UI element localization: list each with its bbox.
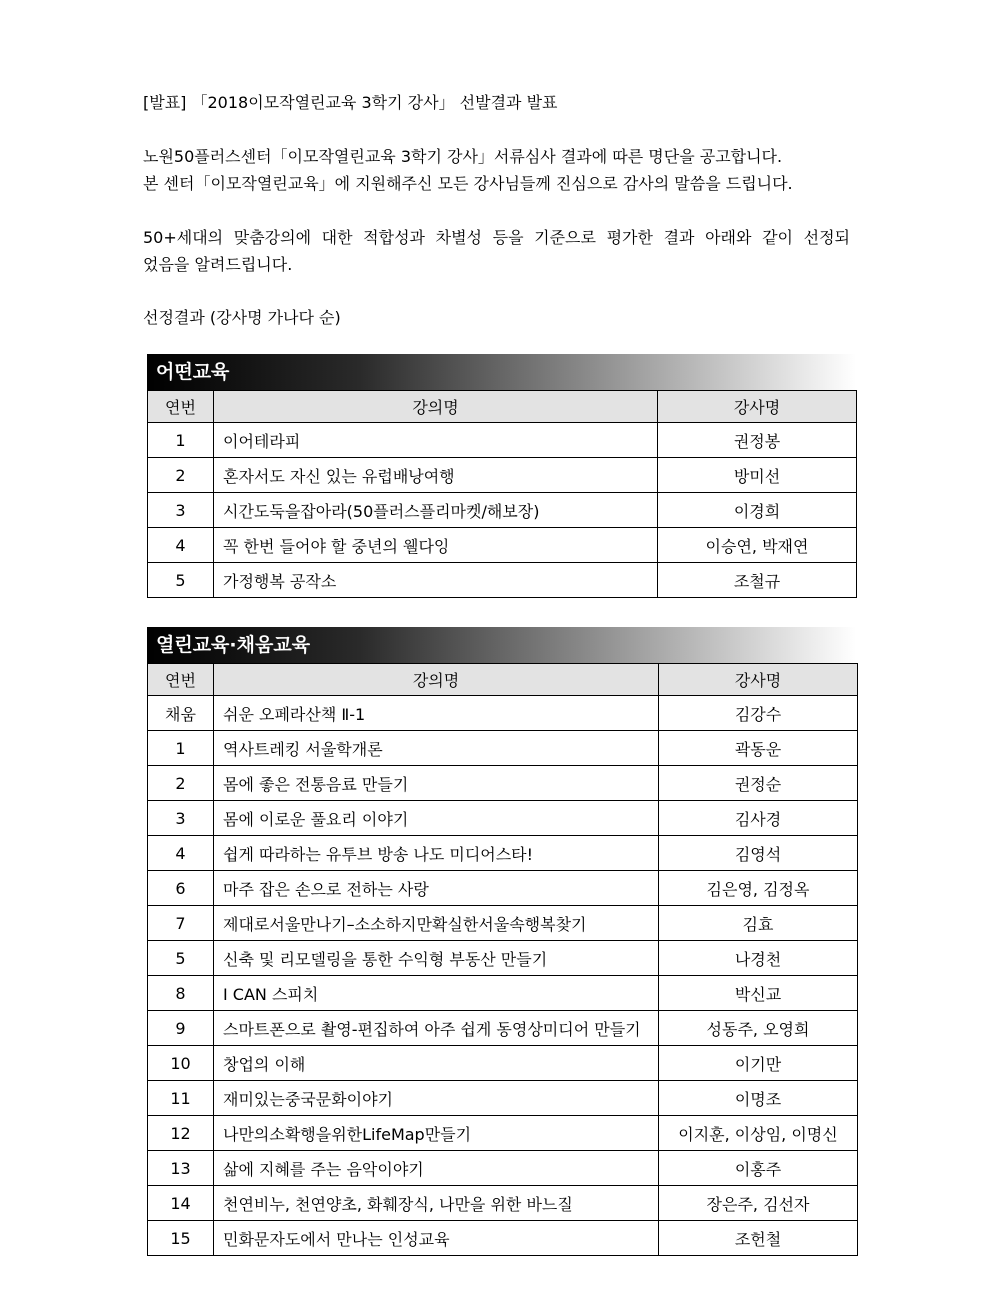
column-header-instructor: 강사명 [659, 664, 858, 696]
table-row [148, 493, 857, 528]
section-yeollin-chaeum [147, 627, 858, 1256]
instructor-cell: 이경희 [658, 493, 857, 528]
table-row [148, 836, 858, 871]
table-row [148, 1151, 858, 1186]
table-row [148, 731, 858, 766]
instructor-cell: 김강수 [659, 696, 858, 731]
criteria-line-2: 었음을 알려드립니다. [143, 255, 293, 274]
table-header-row [148, 664, 858, 696]
row-number-cell: 1 [148, 731, 214, 766]
row-number-cell: 3 [148, 801, 214, 836]
instructor-cell: 김효 [659, 906, 858, 941]
table-body [148, 696, 858, 1256]
section-eotteon [147, 354, 857, 598]
lecture-name-cell: 삶에 지혜를 주는 음악이야기 [214, 1151, 659, 1186]
table-row [148, 423, 857, 458]
lecture-name-cell: 민화문자도에서 만나는 인성교육 [214, 1221, 659, 1256]
table-row [148, 766, 858, 801]
instructor-cell: 나경천 [659, 941, 858, 976]
row-number-cell: 1 [148, 423, 214, 458]
lecture-name-cell: 창업의 이해 [214, 1046, 659, 1081]
row-number-cell: 9 [148, 1011, 214, 1046]
instructor-cell: 이승연, 박재연 [658, 528, 857, 563]
criteria-line-1: 50+세대의 맞춤강의에 대한 적합성과 차별성 등을 기준으로 평가한 결과 아래와 같이 선정되 [143, 228, 850, 247]
lecture-name-cell: I CAN 스피치 [214, 976, 659, 1011]
row-number-cell: 4 [148, 836, 214, 871]
column-header-instructor: 강사명 [658, 391, 857, 423]
column-header-number: 연번 [148, 664, 214, 696]
section-title: 열린교육·채움교육 [147, 627, 856, 663]
lecture-name-cell: 마주 잡은 손으로 전하는 사랑 [214, 871, 659, 906]
lecture-name-cell: 몸에 이로운 풀요리 이야기 [214, 801, 659, 836]
announcement-title: [발표] 「2018이모작열린교육 3학기 강사」 선발결과 발표 [143, 93, 558, 112]
row-number-cell: 5 [148, 941, 214, 976]
instructor-cell: 조헌철 [659, 1221, 858, 1256]
table-row [148, 871, 858, 906]
lecture-name-cell: 몸에 좋은 전통음료 만들기 [214, 766, 659, 801]
lecture-table [147, 663, 858, 1256]
table-row [148, 906, 858, 941]
lecture-name-cell: 쉽게 따라하는 유투브 방송 나도 미디어스타! [214, 836, 659, 871]
lecture-name-cell: 쉬운 오페라산책 Ⅱ-1 [214, 696, 659, 731]
lecture-name-cell: 스마트폰으로 촬영-편집하여 아주 쉽게 동영상미디어 만들기 [214, 1011, 659, 1046]
table-body [148, 423, 857, 598]
table-row [148, 458, 857, 493]
lecture-name-cell: 천연비누, 천연양초, 화훼장식, 나만을 위한 바느질 [214, 1186, 659, 1221]
intro-line-1: 노원50플러스센터「이모작열린교육 3학기 강사」서류심사 결과에 따른 명단을 공고합니다. [143, 147, 783, 166]
row-number-cell: 14 [148, 1186, 214, 1221]
row-number-cell: 7 [148, 906, 214, 941]
row-number-cell: 2 [148, 766, 214, 801]
instructor-cell: 권정순 [659, 766, 858, 801]
table-row [148, 1116, 858, 1151]
table-row [148, 976, 858, 1011]
instructor-cell: 이지훈, 이상임, 이명신 [659, 1116, 858, 1151]
instructor-cell: 곽동운 [659, 731, 858, 766]
result-heading: 선정결과 (강사명 가나다 순) [143, 308, 341, 327]
row-number-cell: 2 [148, 458, 214, 493]
instructor-cell: 성동주, 오영희 [659, 1011, 858, 1046]
instructor-cell: 이명조 [659, 1081, 858, 1116]
table-row [148, 801, 858, 836]
section-title: 어떤교육 [147, 354, 856, 390]
row-number-cell: 13 [148, 1151, 214, 1186]
row-number-cell: 6 [148, 871, 214, 906]
instructor-cell: 권정봉 [658, 423, 857, 458]
instructor-cell: 방미선 [658, 458, 857, 493]
table-row [148, 563, 857, 598]
row-number-cell: 채움 [148, 696, 214, 731]
lecture-name-cell: 꼭 한번 들어야 할 중년의 웰다잉 [214, 528, 658, 563]
column-header-number: 연번 [148, 391, 214, 423]
table-row [148, 1081, 858, 1116]
table-row [148, 696, 858, 731]
column-header-lecture: 강의명 [214, 664, 659, 696]
lecture-name-cell: 신축 및 리모델링을 통한 수익형 부동산 만들기 [214, 941, 659, 976]
lecture-name-cell: 시간도둑을잡아라(50플러스플리마켓/해보장) [214, 493, 658, 528]
table-row [148, 1186, 858, 1221]
row-number-cell: 15 [148, 1221, 214, 1256]
row-number-cell: 5 [148, 563, 214, 598]
table-row [148, 1221, 858, 1256]
instructor-cell: 김은영, 김정옥 [659, 871, 858, 906]
instructor-cell: 이기만 [659, 1046, 858, 1081]
lecture-name-cell: 혼자서도 자신 있는 유럽배낭여행 [214, 458, 658, 493]
table-row [148, 1011, 858, 1046]
row-number-cell: 4 [148, 528, 214, 563]
table-row [148, 1046, 858, 1081]
instructor-cell: 장은주, 김선자 [659, 1186, 858, 1221]
row-number-cell: 3 [148, 493, 214, 528]
column-header-lecture: 강의명 [214, 391, 658, 423]
instructor-cell: 조철규 [658, 563, 857, 598]
lecture-name-cell: 제대로서울만나기–소소하지만확실한서울속행복찾기 [214, 906, 659, 941]
row-number-cell: 8 [148, 976, 214, 1011]
instructor-cell: 김사경 [659, 801, 858, 836]
lecture-name-cell: 나만의소확행을위한LifeMap만들기 [214, 1116, 659, 1151]
instructor-cell: 박신교 [659, 976, 858, 1011]
table-row [148, 528, 857, 563]
table-header-row [148, 391, 857, 423]
lecture-name-cell: 가정행복 공작소 [214, 563, 658, 598]
instructor-cell: 이홍주 [659, 1151, 858, 1186]
instructor-cell: 김영석 [659, 836, 858, 871]
row-number-cell: 10 [148, 1046, 214, 1081]
lecture-name-cell: 이어테라피 [214, 423, 658, 458]
intro-line-2: 본 센터「이모작열린교육」에 지원해주신 모든 강사님들께 진심으로 감사의 말씀을 드립니다. [143, 174, 793, 193]
lecture-table [147, 390, 857, 598]
row-number-cell: 11 [148, 1081, 214, 1116]
row-number-cell: 12 [148, 1116, 214, 1151]
lecture-name-cell: 재미있는중국문화이야기 [214, 1081, 659, 1116]
lecture-name-cell: 역사트레킹 서울학개론 [214, 731, 659, 766]
table-row [148, 941, 858, 976]
